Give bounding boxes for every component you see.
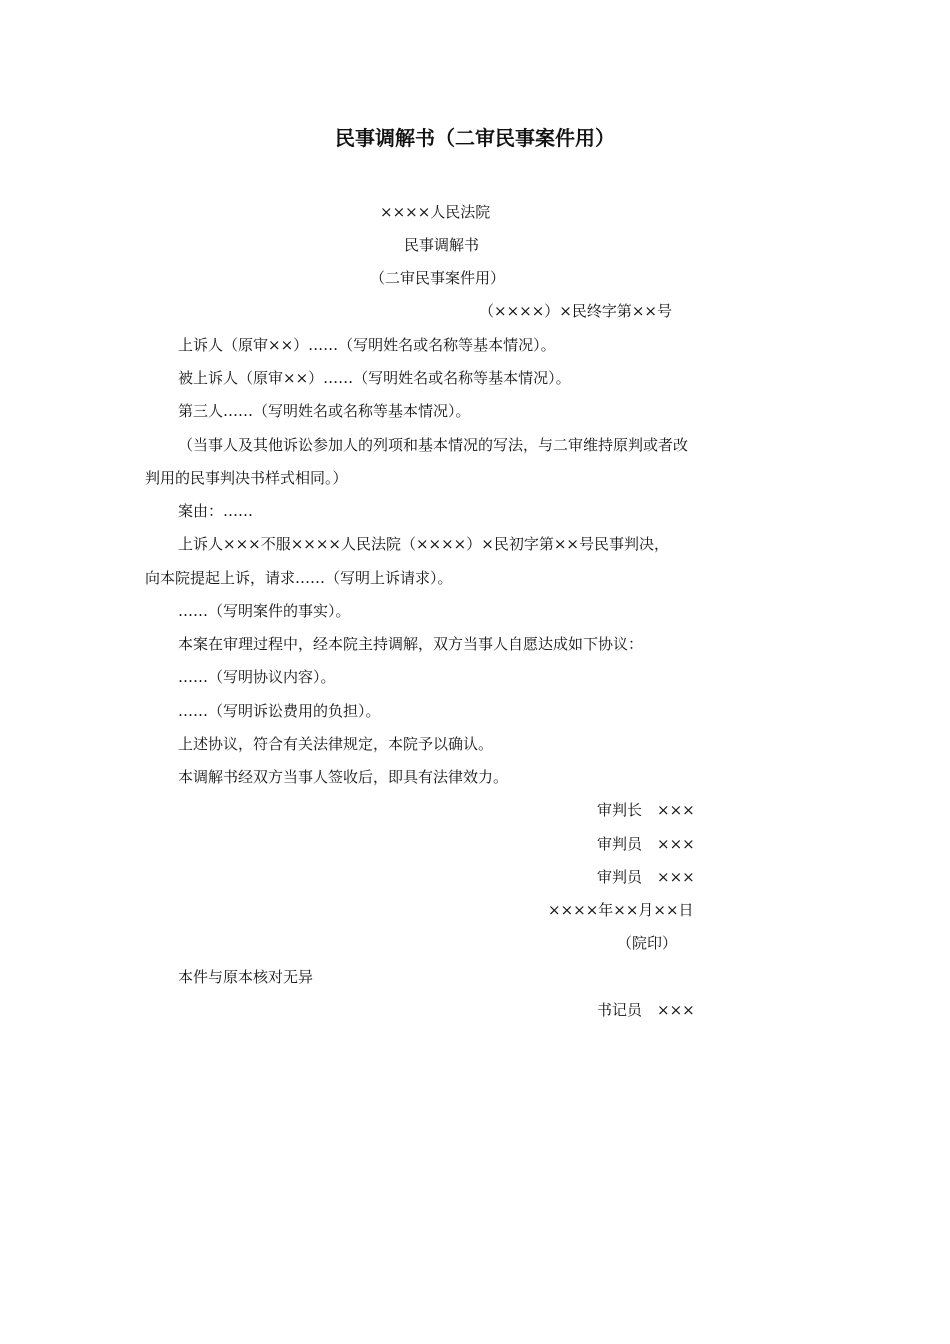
doc-type-heading: 民事调解书 <box>404 236 480 254</box>
party-appellant: 上诉人（原审××）……（写明姓名或名称等基本情况）。 <box>178 336 556 354</box>
signature-judge-1: 审判员 ××× <box>597 835 695 853</box>
case-cause: 案由：…… <box>178 502 254 520</box>
document-title: 民事调解书（二审民事案件用） <box>335 126 615 150</box>
court-seal: （院印） <box>617 934 678 952</box>
document-date: ××××年××月××日 <box>548 901 694 919</box>
facts-line: ……（写明案件的事实）。 <box>178 602 351 620</box>
court-name: ××××人民法院 <box>380 203 491 221</box>
confirmation-line: 上述协议，符合有关法律规定，本院予以确认。 <box>178 735 494 753</box>
appeal-line-2: 向本院提起上诉，请求……（写明上诉请求）。 <box>145 569 453 587</box>
effect-line: 本调解书经双方当事人签收后，即具有法律效力。 <box>178 768 509 786</box>
case-number: （××××）×民终字第××号 <box>479 302 672 320</box>
verification-note: 本件与原本核对无异 <box>178 968 314 986</box>
agreement-line: ……（写明协议内容）。 <box>178 668 336 686</box>
party-appellee: 被上诉人（原审××）……（写明姓名或名称等基本情况）。 <box>178 369 571 387</box>
signature-clerk: 书记员 ××× <box>597 1001 695 1019</box>
party-third: 第三人……（写明姓名或名称等基本情况）。 <box>178 402 471 420</box>
signature-presiding-judge: 审判长 ××× <box>597 801 695 819</box>
note-line-1: （当事人及其他诉讼参加人的列项和基本情况的写法，与二审维持原判或者改 <box>178 436 689 454</box>
note-line-2: 判用的民事判决书样式相同。） <box>145 469 348 487</box>
mediation-line: 本案在审理过程中，经本院主持调解，双方当事人自愿达成如下协议： <box>178 635 644 653</box>
doc-subtitle: （二审民事案件用） <box>370 269 506 287</box>
signature-judge-2: 审判员 ××× <box>597 868 695 886</box>
costs-line: ……（写明诉讼费用的负担）。 <box>178 702 381 720</box>
appeal-line-1: 上诉人×××不服××××人民法院（××××）×民初字第××号民事判决， <box>178 535 669 553</box>
